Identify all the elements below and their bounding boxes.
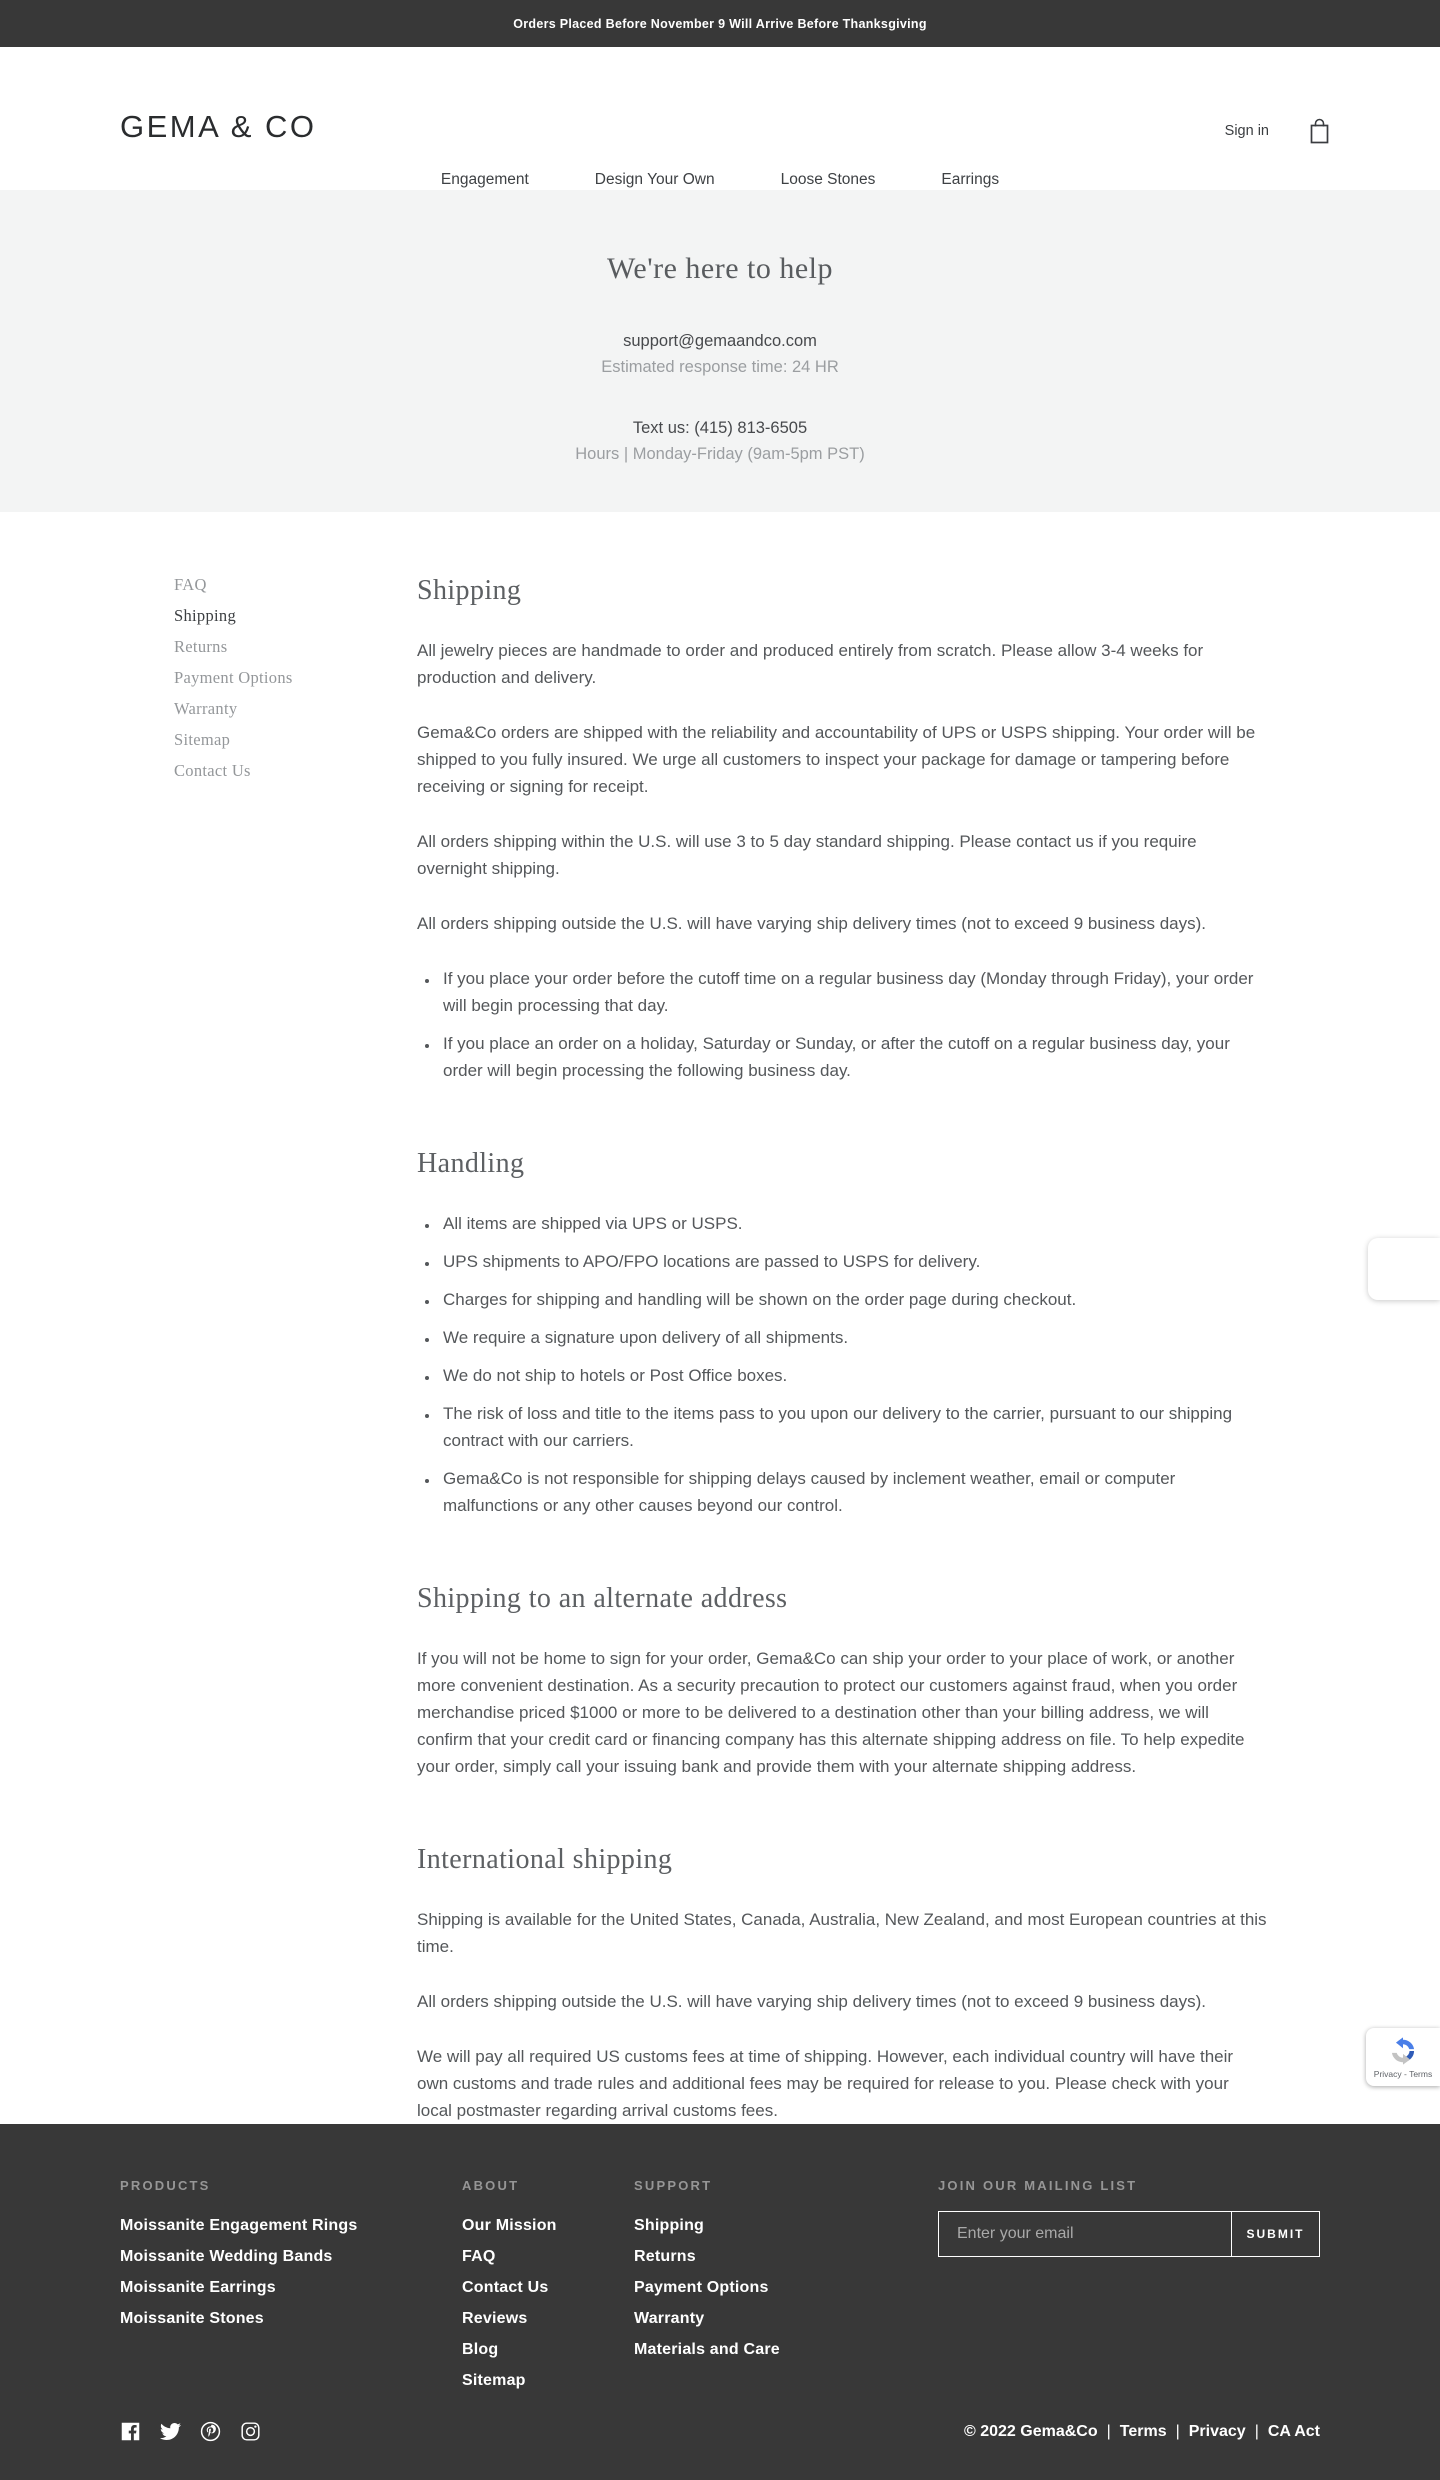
support-email[interactable]: support@gemaandco.com (623, 332, 817, 350)
paragraph: All orders shipping within the U.S. will use 3 to 5 day standard shipping. Please contact us if you require overnight shipping. (417, 832, 1197, 878)
social-links (120, 2421, 261, 2442)
main-nav (0, 171, 1440, 189)
footer-columns (120, 2178, 1320, 2403)
recaptcha-icon (1388, 2036, 1418, 2066)
bullet-item: • Charges for shipping and handling will be shown on the order page during checkout. (439, 1286, 1267, 1313)
footer-link-payment-options[interactable]: Payment Options (634, 2279, 769, 2296)
nav-item-loose-stones[interactable]: Loose Stones (780, 171, 876, 188)
section-title: Shipping to an alternate address (417, 1583, 788, 1614)
footer-heading-about: ABOUT (462, 2178, 520, 2193)
sidebar-item-contact-us[interactable]: Contact Us (174, 761, 251, 780)
sidebar-item-shipping[interactable]: Shipping (174, 606, 236, 625)
support-hours-text: Hours | Monday-Friday (9am-5pm PST) (575, 445, 865, 463)
section-handling (417, 1148, 1267, 1519)
sidebar-item-warranty[interactable]: Warranty (174, 699, 238, 718)
side-panel-widget[interactable] (1368, 1238, 1440, 1300)
promo-banner-text: Orders Placed Before November 9 Will Arrive Before Thanksgiving (513, 16, 927, 31)
header-actions (1225, 117, 1332, 145)
site-footer (0, 2124, 1440, 2480)
text-us-number[interactable]: Text us: (415) 813-6505 (632, 419, 808, 437)
sign-in-link[interactable]: Sign in (1224, 123, 1269, 139)
hero-section (0, 190, 1440, 512)
paragraph: All orders shipping outside the U.S. will have varying ship delivery times (not to exceed 9 business days). (417, 1992, 1206, 2011)
footer-column-products (120, 2178, 462, 2403)
footer-link-shipping[interactable]: Shipping (634, 2217, 705, 2234)
footer-link-faq[interactable]: FAQ (462, 2248, 496, 2265)
nav-item-design-your-own[interactable]: Design Your Own (594, 171, 715, 188)
response-time-text: Estimated response time: 24 HR (601, 358, 839, 376)
mailing-list-form (938, 2211, 1320, 2257)
bullet-item: • We require a signature upon delivery of all shipments. (439, 1324, 1267, 1351)
terms-link[interactable]: Terms (1119, 2422, 1167, 2440)
footer-link-our-mission[interactable]: Our Mission (462, 2217, 557, 2234)
hero-phone-group (0, 419, 1440, 464)
footer-column-mailing-list (938, 2178, 1320, 2403)
hero-email-group (0, 332, 1440, 377)
footer-link-moissanite-engagement-rings[interactable]: Moissanite Engagement Rings (120, 2217, 358, 2234)
bullet-item: • If you place your order before the cutoff time on a regular business day (Monday through Friday), your order will begin processing that day. (439, 965, 1267, 1019)
separator: | (1254, 2422, 1259, 2440)
paragraph: All orders shipping outside the U.S. will have varying ship delivery times (not to exceed 9 business days). (417, 914, 1206, 933)
bullet-item: • UPS shipments to APO/FPO locations are passed to USPS for delivery. (439, 1248, 1267, 1275)
paragraph: We will pay all required US customs fees at time of shipping. However, each individual country will have their own customs and trade rules and additional fees may be required for release to you. Please check with your local postmaster regarding arrival customs fees. (417, 2047, 1234, 2120)
footer-column-about (462, 2178, 634, 2403)
section-title: Shipping (417, 575, 522, 606)
nav-item-earrings[interactable]: Earrings (941, 171, 1000, 188)
bullet-item: • Gema&Co is not responsible for shipping delays caused by inclement weather, email or computer malfunctions or any other causes beyond our control. (439, 1465, 1267, 1519)
footer-link-blog[interactable]: Blog (462, 2341, 499, 2358)
separator: | (1106, 2422, 1111, 2440)
bullet-list (417, 1210, 1267, 1519)
paragraph: Gema&Co orders are shipped with the reliability and accountability of UPS or USPS shipping. Your order will be shipped to you fully insured. We urge all customers to inspect your package for damage or tampering before receiving or signing for receipt. (417, 723, 1256, 796)
section-title: International shipping (417, 1844, 673, 1875)
footer-bottom-row (120, 2421, 1320, 2442)
footer-link-materials-and-care[interactable]: Materials and Care (634, 2341, 780, 2358)
cart-icon[interactable] (1307, 117, 1332, 145)
paragraph: Shipping is available for the United States, Canada, Australia, New Zealand, and most European countries at this time. (417, 1910, 1267, 1956)
section-title: Handling (417, 1148, 525, 1179)
footer-column-support (634, 2178, 938, 2403)
sidebar-item-sitemap[interactable]: Sitemap (174, 730, 231, 749)
submit-button[interactable]: SUBMIT (1231, 2212, 1319, 2256)
footer-heading-products: PRODUCTS (120, 2178, 211, 2193)
promo-banner (0, 0, 1440, 47)
section-alternate-address (417, 1583, 1267, 1780)
hero-title: We're here to help (606, 252, 834, 285)
footer-link-sitemap[interactable]: Sitemap (462, 2372, 526, 2389)
help-sidebar (174, 575, 417, 2124)
footer-link-reviews[interactable]: Reviews (462, 2310, 528, 2327)
bullet-item: • If you place an order on a holiday, Saturday or Sunday, or after the cutoff on a regular business day, your order will begin processing the following business day. (439, 1030, 1267, 1084)
help-main-column (417, 575, 1267, 2124)
twitter-icon[interactable] (160, 2421, 181, 2442)
footer-link-moissanite-earrings[interactable]: Moissanite Earrings (120, 2279, 276, 2296)
bullet-item: • The risk of loss and title to the items pass to you upon our delivery to the carrier, pursuant to our shipping contract with our carriers. (439, 1400, 1267, 1454)
bullet-item: • We do not ship to hotels or Post Office boxes. (439, 1362, 1267, 1389)
privacy-link[interactable]: Privacy (1188, 2422, 1246, 2440)
section-shipping (417, 575, 1267, 1084)
email-input[interactable] (939, 2212, 1231, 2256)
ca-act-link[interactable]: CA Act (1267, 2422, 1320, 2440)
nav-item-engagement[interactable]: Engagement (440, 171, 529, 188)
paragraph: If you will not be home to sign for your order, Gema&Co can ship your order to your place of work, or another more convenient destination. As a security precaution to protect our customers against fraud, when you order merchandise priced $1000 or more to be delivered to a destination other than your billing address, we will confirm that your credit card or financing company has this alternate shipping address on file. To help expedite your order, simply call your issuing bank and provide them with your alternate shipping address. (417, 1649, 1245, 1776)
pinterest-icon[interactable] (200, 2421, 221, 2442)
instagram-icon[interactable] (240, 2421, 261, 2442)
facebook-icon[interactable] (120, 2421, 141, 2442)
legal-row (964, 2423, 1320, 2441)
bullet-list (417, 965, 1267, 1084)
mailing-list-heading: JOIN OUR MAILING LIST (938, 2178, 1138, 2193)
sidebar-item-payment-options[interactable]: Payment Options (174, 668, 293, 687)
separator: | (1175, 2422, 1180, 2440)
section-international-shipping (417, 1844, 1267, 2124)
footer-link-moissanite-wedding-bands[interactable]: Moissanite Wedding Bands (120, 2248, 333, 2265)
bullet-item: • All items are shipped via UPS or USPS. (439, 1210, 1267, 1237)
recaptcha-privacy-terms[interactable]: Privacy - Terms (1373, 2068, 1433, 2079)
recaptcha-badge[interactable] (1366, 2028, 1440, 2086)
footer-link-contact-us[interactable]: Contact Us (462, 2279, 549, 2296)
copyright-text: © 2022 Gema&Co (963, 2422, 1098, 2440)
logo[interactable]: GEMA & CO (120, 109, 317, 144)
footer-link-moissanite-stones[interactable]: Moissanite Stones (120, 2310, 264, 2327)
sidebar-item-faq[interactable]: FAQ (174, 575, 207, 594)
footer-link-warranty[interactable]: Warranty (634, 2310, 705, 2327)
paragraph: All jewelry pieces are handmade to order and produced entirely from scratch. Please allow 3-4 weeks for production and delivery. (417, 641, 1204, 687)
sidebar-item-returns[interactable]: Returns (174, 637, 228, 656)
footer-heading-support: SUPPORT (634, 2178, 713, 2193)
site-header (0, 47, 1440, 190)
footer-link-returns[interactable]: Returns (634, 2248, 696, 2265)
content-area (0, 512, 1440, 2124)
